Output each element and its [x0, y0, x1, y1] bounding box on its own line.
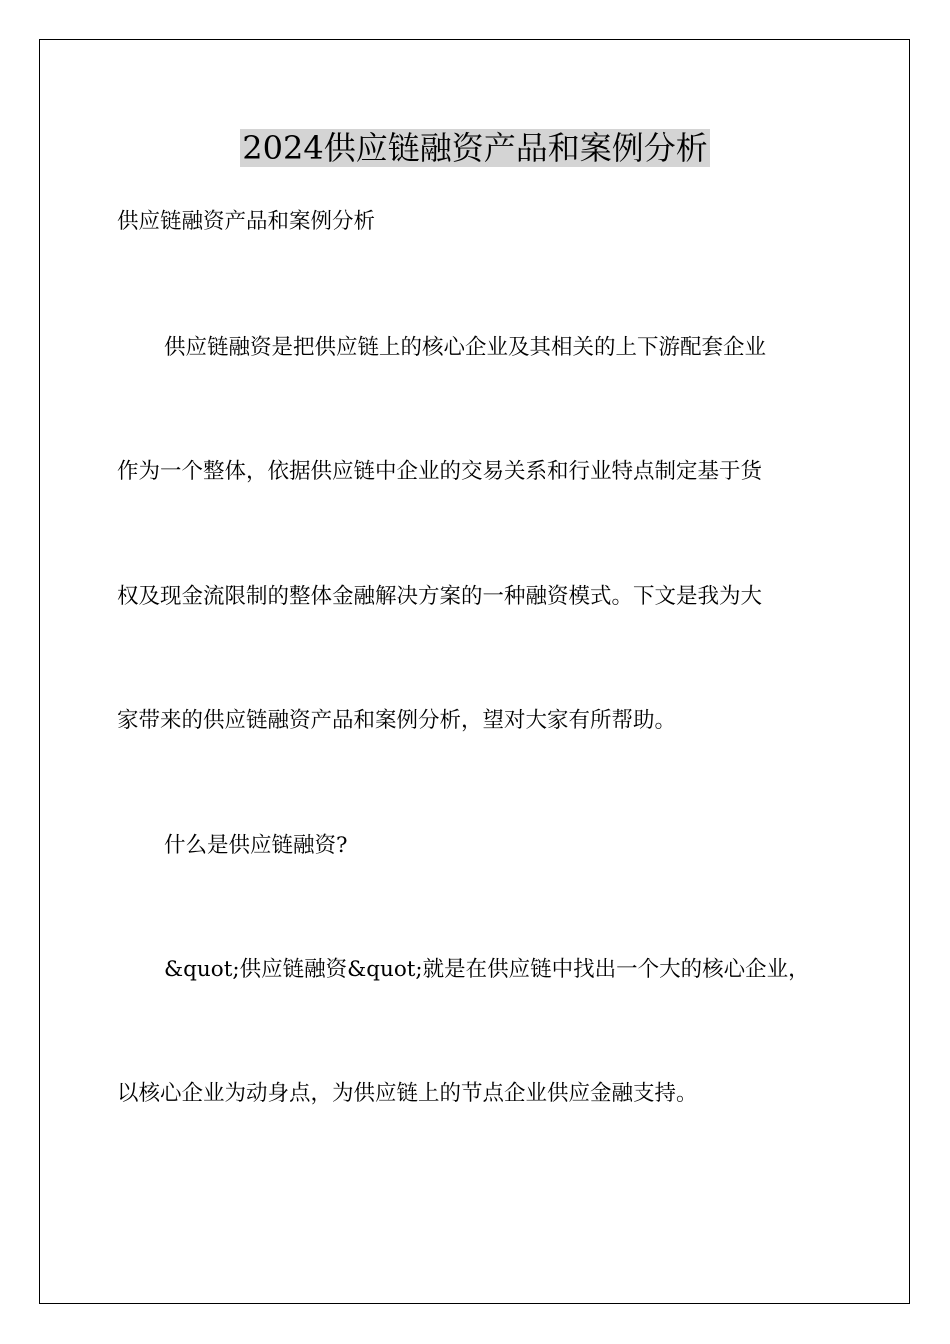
document-title: [0, 128, 950, 168]
document-subtitle: 供应链融资产品和案例分析: [117, 209, 376, 234]
paragraph-line-3: 权及现金流限制的整体金融解决方案的一种融资模式。下文是我为大: [117, 584, 763, 609]
paragraph-line-7: 以核心企业为动身点，为供应链上的节点企业供应金融支持。: [117, 1081, 698, 1106]
paragraph-line-2: 作为一个整体，依据供应链中企业的交易关系和行业特点制定基于货: [117, 459, 763, 484]
paragraph-heading-what-is: 什么是供应链融资?: [164, 833, 348, 858]
paragraph-line-4: 家带来的供应链融资产品和案例分析，望对大家有所帮助。: [117, 708, 677, 733]
paragraph-line-1: 供应链融资是把供应链上的核心企业及其相关的上下游配套企业: [164, 335, 767, 360]
document-title-text: 2024供应链融资产品和案例分析: [242, 129, 708, 167]
paragraph-line-6: &quot;供应链融资&quot;就是在供应链中找出一个大的核心企业，: [164, 957, 810, 982]
